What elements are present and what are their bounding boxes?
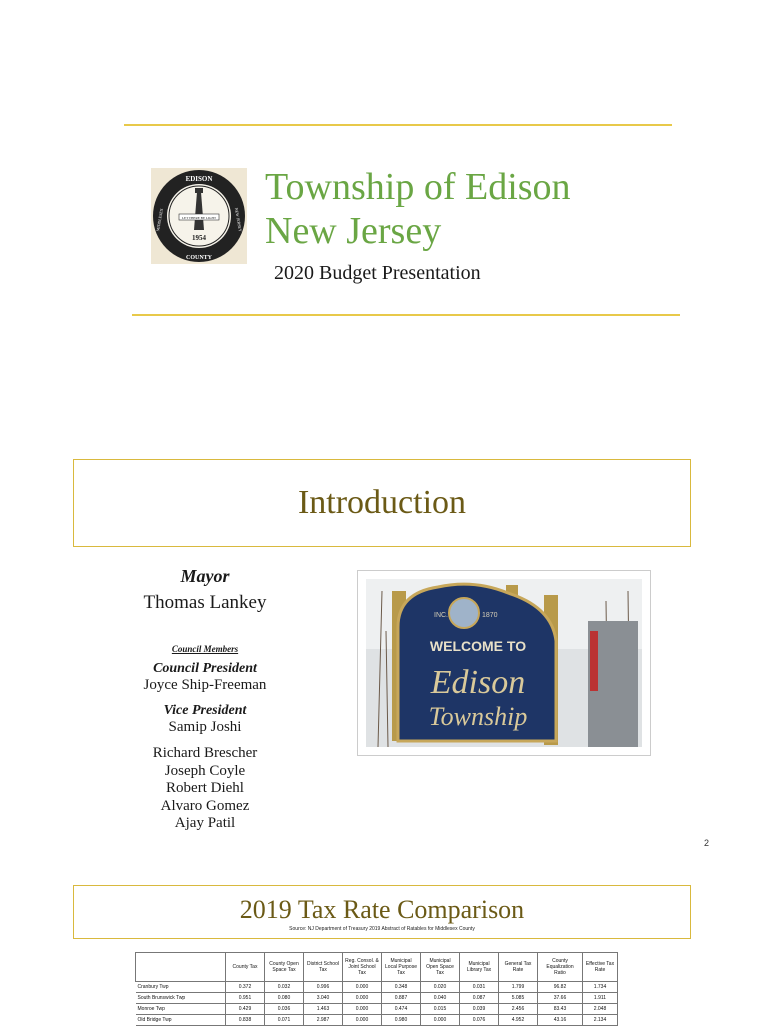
table-row [136,982,618,993]
vice-president-title: Vice President [163,703,247,718]
svg-text:COUNTY: COUNTY [185,255,213,261]
tax-value-cell: 83.43 [538,1004,583,1015]
tax-value-cell: 0.000 [343,1004,382,1015]
column-header: County Open Space Tax [265,953,304,982]
tax-value-cell: 0.000 [421,1015,460,1026]
tax-value-cell: 1.463 [304,1004,343,1015]
tax-value-cell: 0.000 [343,993,382,1004]
tax-value-cell: 0.980 [382,1015,421,1026]
tax-value-cell: 96.82 [538,982,583,993]
council-member: Richard Brescher [152,745,258,761]
township-title-line1: Township of Edison [265,166,571,208]
tax-value-cell: 2.134 [583,1015,618,1026]
tax-value-cell: 0.032 [265,982,304,993]
mayor-name: Thomas Lankey [143,592,267,613]
tax-value-cell: 0.429 [226,1004,265,1015]
svg-text:NEW JERSEY: NEW JERSEY [233,207,244,233]
tax-value-cell: 0.039 [460,1004,499,1015]
svg-text:INC.: INC. [434,612,448,619]
table-corner-cell [136,953,226,982]
welcome-to-edison-photo [357,570,651,756]
edison-township-seal [151,168,247,264]
tax-rate-table [135,952,618,1026]
municipality-name: Old Bridge Twp [136,1015,226,1026]
tax-value-cell: 1.799 [499,982,538,993]
tax-value-cell: 1.911 [583,993,618,1004]
tax-value-cell: 0.838 [226,1015,265,1026]
tax-value-cell: 0.020 [421,982,460,993]
vice-president-name: Samip Joshi [168,719,242,735]
introduction-heading: Introduction [297,484,467,521]
tax-value-cell: 0.036 [265,1004,304,1015]
municipality-name: South Brunswick Twp [136,993,226,1004]
tax-table-wrapper [135,952,618,1026]
tax-value-cell: 0.372 [226,982,265,993]
council-members-label-text: Council Members [171,644,239,654]
council-member: Joseph Coyle [164,762,246,779]
column-header: County Tax [226,953,265,982]
tax-value-cell: 0.000 [343,1015,382,1026]
column-header: District School Tax [304,953,343,982]
table-row [136,993,618,1004]
council-president-title: Council President [153,661,257,676]
tax-rate-header-box [73,885,691,939]
tax-value-cell: 2.456 [499,1004,538,1015]
municipality-name: Cranbury Twp [136,982,226,993]
tax-value-cell: 0.887 [382,993,421,1004]
tax-value-cell: 0.474 [382,1004,421,1015]
tax-value-cell: 0.996 [304,982,343,993]
svg-text:WELCOME TO: WELCOME TO [429,638,527,654]
presentation-subtitle: 2020 Budget Presentation [274,262,481,284]
svg-text:1870: 1870 [482,612,498,619]
page-number: 2 [704,838,710,848]
council-member: Alvaro Gomez [160,797,250,814]
tax-value-cell: 37.66 [538,993,583,1004]
council-president-name: Joyce Ship-Freeman [143,677,267,693]
column-header: Reg. Consol. & Joint School Tax [343,953,382,982]
tax-value-cell: 0.087 [460,993,499,1004]
tax-rate-heading: 2019 Tax Rate Comparison [239,895,525,924]
tax-value-cell: 43.16 [538,1015,583,1026]
tax-value-cell: 0.031 [460,982,499,993]
tax-value-cell: 0.071 [265,1015,304,1026]
tax-value-cell: 0.000 [343,982,382,993]
column-header: Municipal Local Purpose Tax [382,953,421,982]
tax-value-cell: 0.076 [460,1015,499,1026]
tax-value-cell: 0.080 [265,993,304,1004]
council-members-label [110,644,300,654]
tax-value-cell: 0.348 [382,982,421,993]
tax-source-note: Source: NJ Department of Treasury 2019 Abstract of Ratables for Middlesex County [289,926,475,932]
council-member-list [110,745,300,833]
svg-text:EDISON: EDISON [185,175,213,183]
table-row [136,1004,618,1015]
township-title-line2: New Jersey [265,210,442,252]
council-member: Ajay Patil [174,815,236,831]
tax-value-cell: 0.015 [421,1004,460,1015]
tax-value-cell: 3.040 [304,993,343,1004]
tax-value-cell: 1.734 [583,982,618,993]
tax-value-cell: 4.952 [499,1015,538,1026]
svg-text:MIDDLESEX: MIDDLESEX [155,207,164,232]
column-header: General Tax Rate [499,953,538,982]
introduction-header-box [73,459,691,547]
column-header: Municipal Library Tax [460,953,499,982]
municipality-name: Monroe Twp [136,1004,226,1015]
table-header-row [136,953,618,982]
tax-value-cell: 2.048 [583,1004,618,1015]
svg-text:Township: Township [428,702,528,731]
svg-text:1954: 1954 [192,234,206,242]
tax-value-cell: 0.951 [226,993,265,1004]
bottom-divider [132,314,680,316]
tax-value-cell: 0.040 [421,993,460,1004]
column-header: Effective Tax Rate [583,953,618,982]
column-header: County Equalization Ratio [538,953,583,982]
top-divider [124,124,672,126]
council-member: Robert Diehl [166,780,244,796]
tax-value-cell: 2.987 [304,1015,343,1026]
mayor-title: Mayor [180,566,230,586]
svg-text:LET THERE BE LIGHT: LET THERE BE LIGHT [181,216,217,220]
column-header: Municipal Open Space Tax [421,953,460,982]
tax-value-cell: 5.085 [499,993,538,1004]
svg-text:Edison: Edison [430,664,526,701]
